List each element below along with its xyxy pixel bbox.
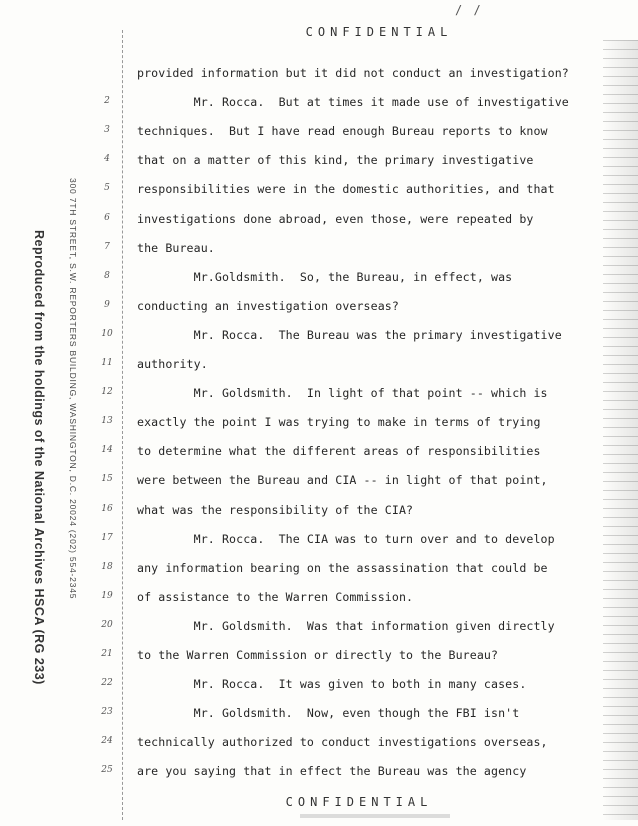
margin-rule — [122, 30, 123, 820]
transcript-line: Mr. Rocca. The Bureau was the primary investigative — [137, 327, 562, 342]
footer-confidential: CONFIDENTIAL — [285, 795, 433, 809]
transcript-line: that on a matter of this kind, the primary investigative — [137, 153, 534, 168]
transcript-line: authority. — [137, 357, 208, 371]
transcript-line: Mr. Goldsmith. Was that information given directly — [137, 618, 555, 633]
transcript-line: responsibilities were in the domestic authorities, and that — [137, 182, 555, 197]
line-number: 5 — [104, 183, 110, 194]
reporter-address: 300 7TH STREET, S.W. REPORTERS BUILDING, WASHINGTON, D.C. 20024 (202) 554-2345 — [68, 178, 78, 600]
line-number: 25 — [101, 765, 113, 776]
transcript-line: to determine what the different areas of responsibilities — [137, 444, 541, 459]
line-number: 22 — [101, 678, 113, 689]
line-number: 2 — [104, 96, 110, 107]
line-number: 20 — [101, 619, 113, 630]
transcript-line: conducting an investigation overseas? — [137, 298, 399, 313]
archive-reproduction-note: Reproduced from the holdings of the National Archives HSCA (RG 233) — [32, 230, 46, 685]
transcript-line: provided information but it did not conduct an investigation? — [137, 66, 569, 80]
transcript-line: investigations done abroad, even those, were repeated by — [137, 211, 534, 226]
transcript-line: Mr.Goldsmith. So, the Bureau, in effect, was — [137, 269, 513, 284]
line-number: 8 — [104, 270, 110, 281]
transcript-line: are you saying that in effect the Bureau was the agency — [137, 764, 527, 779]
line-number: 7 — [104, 241, 110, 252]
line-number: 18 — [101, 561, 113, 572]
page-corner-mark: / / — [455, 3, 483, 17]
line-number: 4 — [104, 154, 110, 165]
line-number: 11 — [101, 358, 113, 368]
line-number: 24 — [101, 736, 113, 747]
transcript-line: were between the Bureau and CIA -- in light of that point, — [137, 473, 548, 488]
transcript-line: Mr. Rocca. The CIA was to turn over and to develop — [137, 531, 555, 546]
scan-edge-noise — [603, 40, 638, 820]
line-number: 21 — [101, 649, 113, 659]
transcript-line: Mr. Rocca. But at times it made use of investigative — [137, 95, 569, 110]
line-number: 15 — [101, 474, 113, 485]
transcript-line: any information bearing on the assassination that could be — [137, 560, 548, 575]
transcript-line: Mr. Goldsmith. Now, even though the FBI isn't — [137, 706, 520, 721]
transcript-line: to the Warren Commission or directly to the Bureau? — [137, 648, 499, 662]
line-number: 14 — [101, 445, 113, 456]
transcript-line: Mr. Rocca. It was given to both in many cases. — [137, 677, 527, 692]
transcript-line: technically authorized to conduct investigations overseas, — [137, 735, 548, 750]
line-number: 12 — [101, 387, 113, 398]
line-number: 6 — [104, 212, 110, 223]
transcript-line: what was the responsibility of the CIA? — [137, 502, 414, 517]
transcript-line: Mr. Goldsmith. In light of that point -- which is — [137, 386, 548, 401]
transcript-line: of assistance to the Warren Commission. — [137, 589, 414, 604]
header-confidential: CONFIDENTIAL — [305, 25, 453, 39]
line-number: 10 — [101, 328, 113, 339]
line-number: 3 — [104, 125, 110, 136]
transcript-line: techniques. But I have read enough Bureau reports to know — [137, 124, 548, 139]
transcript-line: the Bureau. — [137, 240, 215, 255]
line-number: 23 — [101, 707, 113, 718]
line-number: 9 — [104, 299, 110, 310]
footer-smudge — [300, 814, 450, 818]
line-number: 19 — [101, 590, 113, 601]
line-number: 16 — [101, 503, 113, 514]
transcript-line: exactly the point I was trying to make in terms of trying — [137, 415, 541, 430]
line-number: 17 — [101, 532, 113, 543]
line-number: 13 — [101, 416, 113, 427]
